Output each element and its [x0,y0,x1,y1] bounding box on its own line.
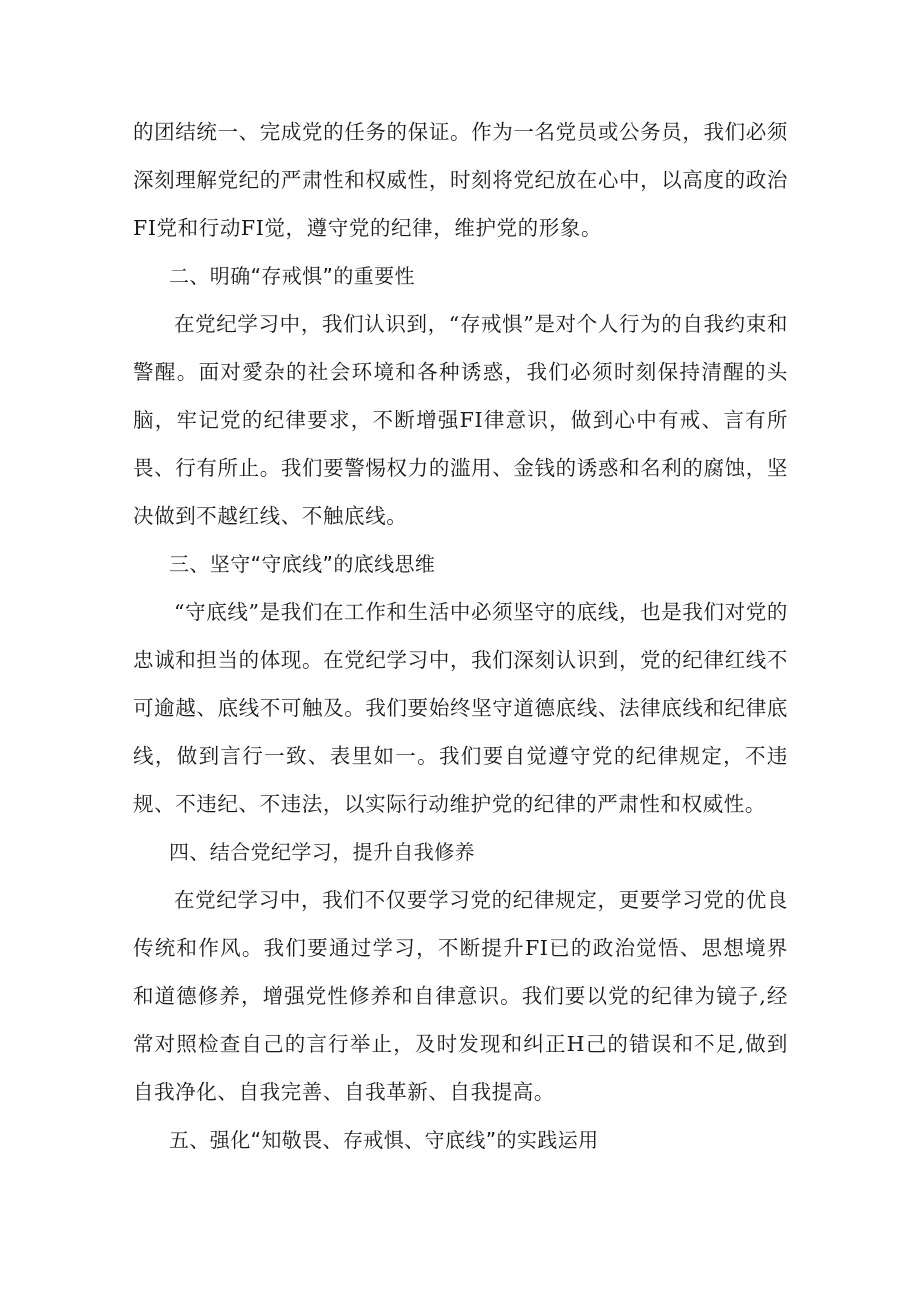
section-heading-4: 四、结合党纪学习，提升自我修养 [169,840,475,864]
paragraph-section-2: 在党纪学习中，我们认识到，“存戒惧”是对个人行为的自我约束和警醒。面对愛杂的社会环境和各种诱惑，我们必须时刻保持清醒的头脑，牢记党的纪律要求，不断增强FI律意识，做到心中有戒、言有所畏、行有所止。我们要警惕权力的滥用、金钱的诱惑和名利的腐蚀，坚决做到不越红线、不触底线。 [133,312,788,528]
section-heading-2: 二、明确“存戒惧”的重要性 [169,264,415,288]
paragraph-section-4: 在党纪学习中，我们不仅要学习党的纪律规定，更要学习党的优良传统和作风。我们要通过学习，不断提升FI已的政治觉悟、思想境界和道德修养，增强党性修养和自律意识。我们要以党的纪律为镜子,经常对照检查自己的言行举止，及时发现和纠正H己的错误和不足,做到自我净化、自我完善、自我革新、自我提高。 [133,888,788,1104]
paragraph-section-3: “守底线”是我们在工作和生活中必须坚守的底线，也是我们对党的忠诚和担当的体现。在党纪学习中，我们深刻认识到，党的纪律红线不可逾越、底线不可触及。我们要始终坚守道德底线、法律底线和纪律底线，做到言行一致、表里如一。我们要自觉遵守党的纪律规定，不违规、不违纪、不违法，以实际行动维护党的纪律的严肃性和权威性。 [133,600,788,816]
section-heading-3: 三、坚守“守底线”的底线思维 [169,552,436,576]
section-heading-5: 五、强化“知敬畏、存戒惧、守底线”的实践运用 [169,1128,599,1152]
paragraph-continuation: 的团结统一、完成党的任务的保证。作为一名党员或公务员，我们必须深刻理解党纪的严肃性和权威性，时刻将党纪放在心中，以高度的政治FI党和行动FI觉，遵守党的纪律，维护党的形象。 [133,120,788,240]
document-body [133,108,788,1164]
